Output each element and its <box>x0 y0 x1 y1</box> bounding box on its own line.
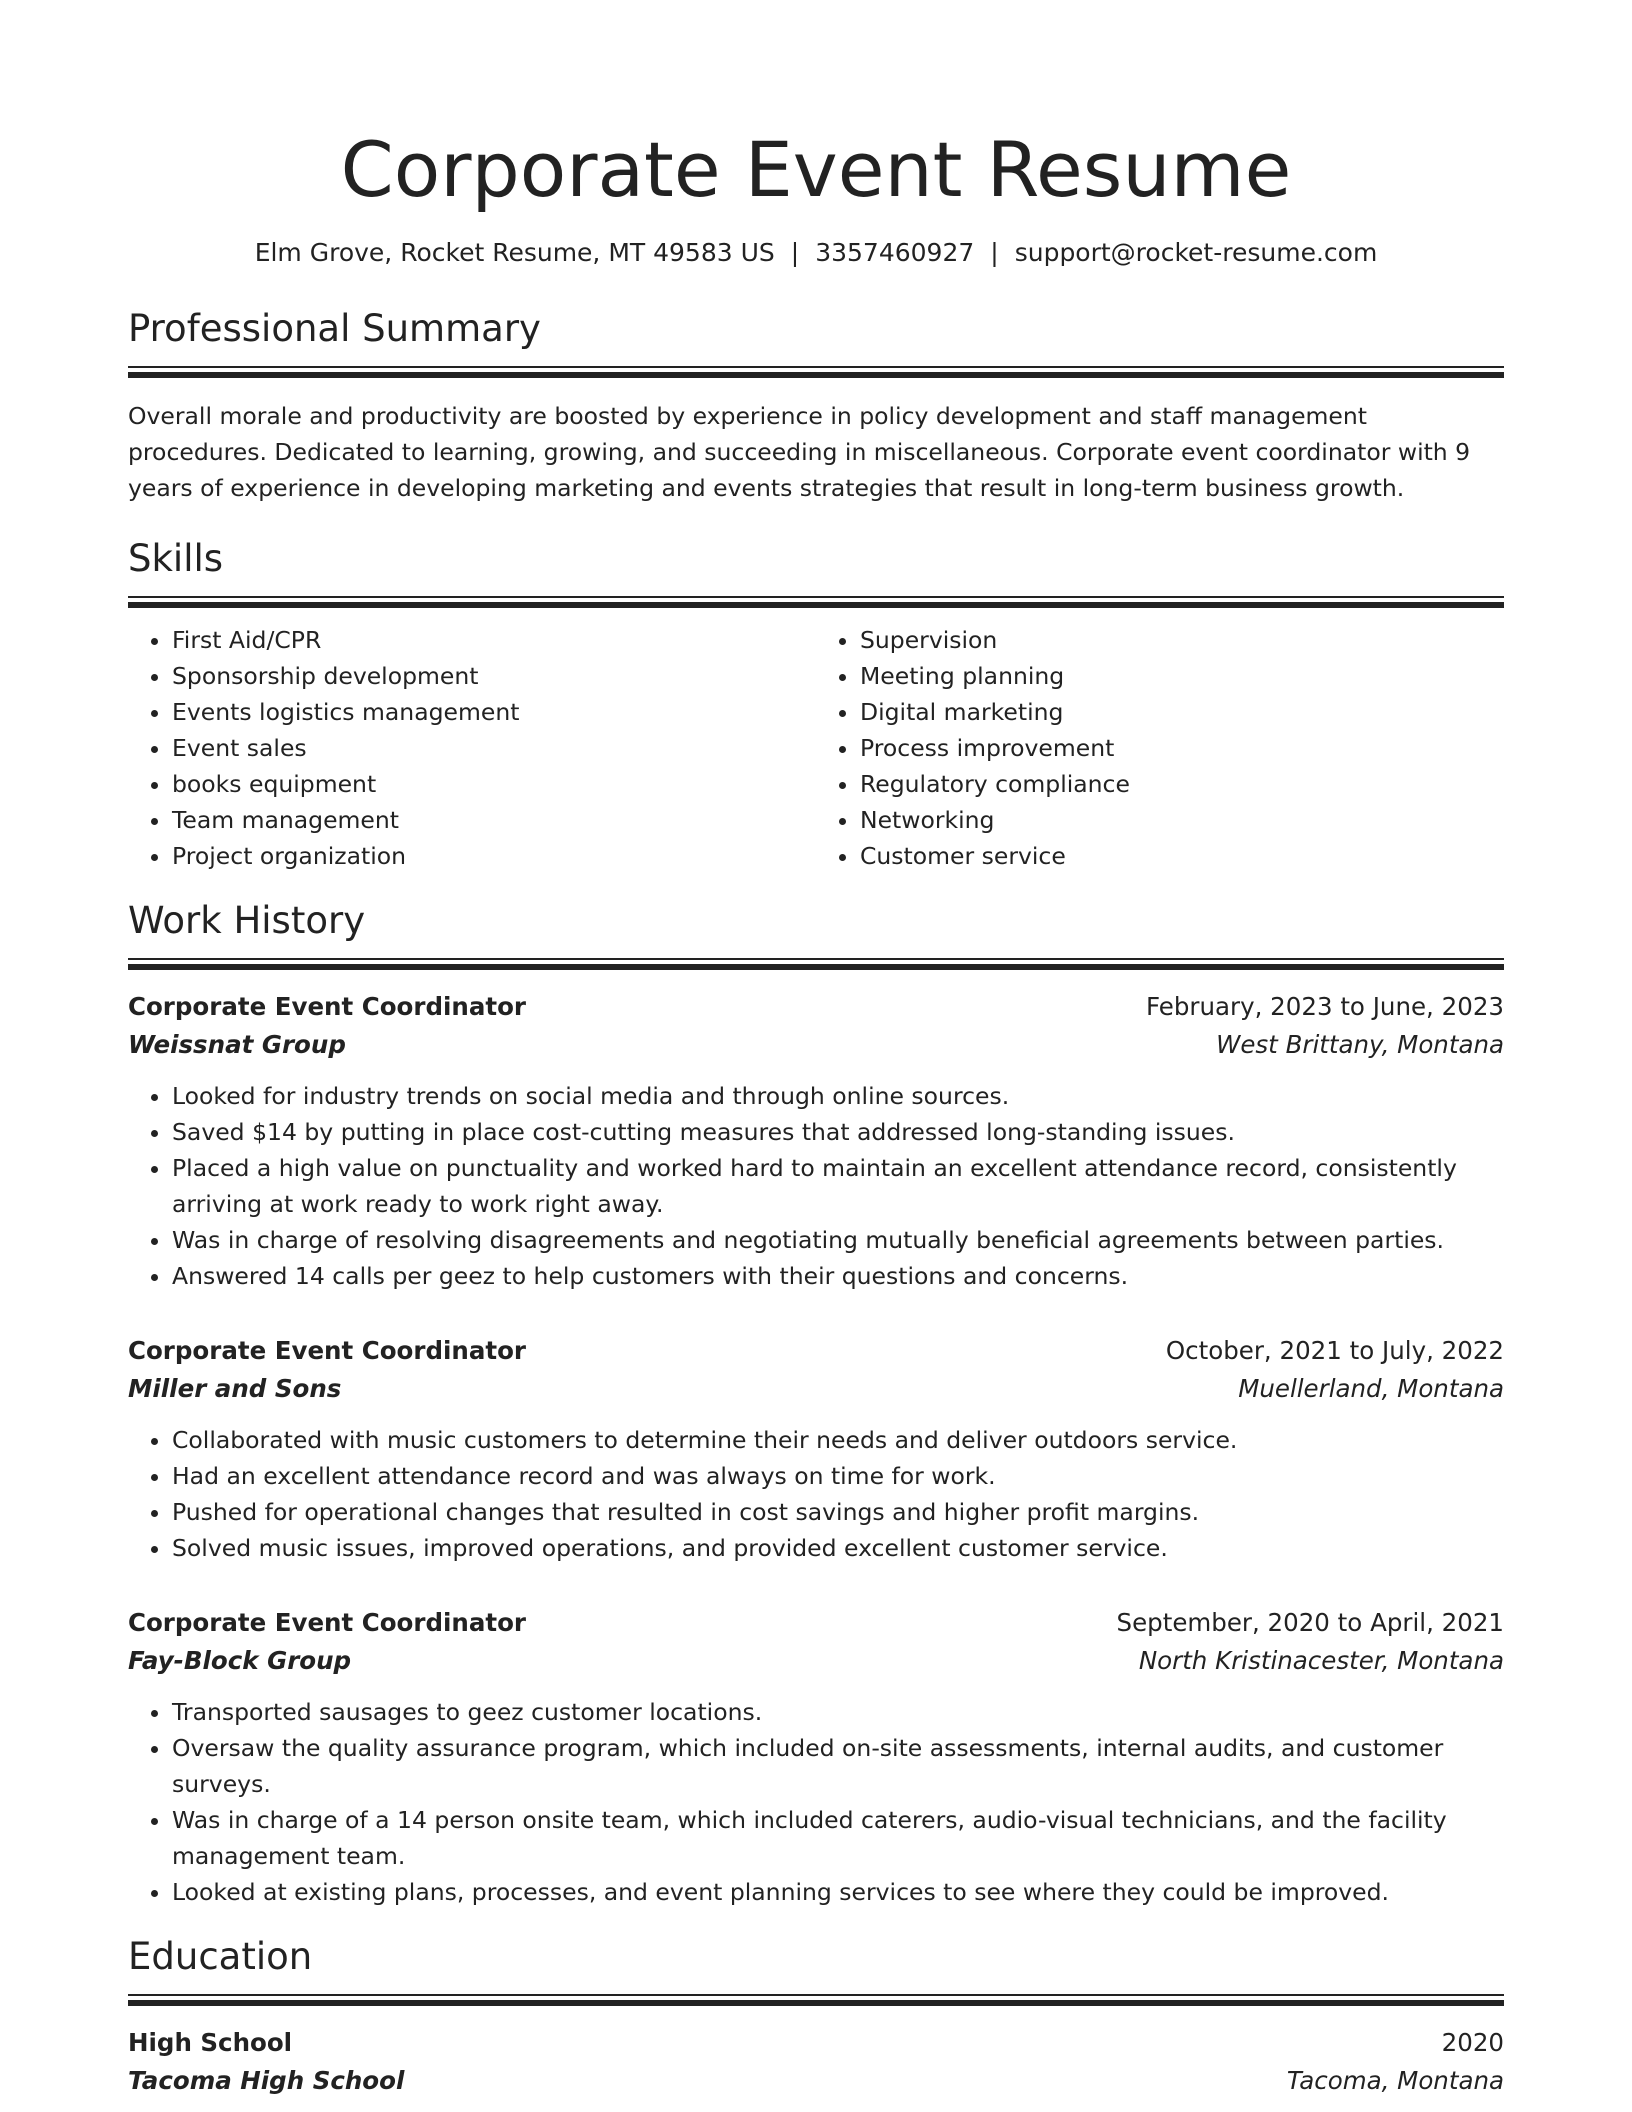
education-header-row <box>128 2024 1504 2062</box>
contact-address: Elm Grove, Rocket Resume, MT 49583 US <box>254 238 775 267</box>
job-header-row <box>128 1604 1504 1642</box>
skill-item: • Supervision <box>860 622 1504 658</box>
skill-item: • books equipment <box>172 766 816 802</box>
education-entry <box>128 2024 1504 2100</box>
education-year: 2020 <box>1441 2028 1504 2057</box>
education-school-row <box>128 2062 1504 2100</box>
contact-phone: 3357460927 <box>815 238 975 267</box>
resume-name: Corporate Event Resume <box>340 125 1292 214</box>
job-bullet: • Saved $14 by putting in place cost-cutting measures that addressed long-standing issues. <box>172 1114 1504 1150</box>
education-school: Tacoma High School <box>128 2066 405 2095</box>
skill-item: • Networking <box>860 802 1504 838</box>
section-divider <box>128 366 1504 376</box>
skill-item: • Customer service <box>860 838 1504 874</box>
contact-line <box>128 236 1504 270</box>
job-location: North Kristinacester, Montana <box>1138 1646 1504 1675</box>
job-bullet: • Was in charge of resolving disagreements and negotiating mutually beneficial agreements between parties. <box>172 1222 1504 1258</box>
skill-item: • Project organization <box>172 838 816 874</box>
job-header-row <box>128 988 1504 1026</box>
job-title: Corporate Event Coordinator <box>128 1608 527 1637</box>
job-dates: October, 2021 to July, 2022 <box>1165 1336 1504 1365</box>
job-bullet: • Solved music issues, improved operations, and provided excellent customer service. <box>172 1530 1504 1566</box>
job-entry <box>128 1604 1504 1910</box>
job-bullet: • Was in charge of a 14 person onsite team, which included caterers, audio-visual technicians, and the facility management team. <box>172 1802 1504 1874</box>
skill-item: • Team management <box>172 802 816 838</box>
skills-list <box>128 622 1504 874</box>
summary-text: Overall morale and productivity are boosted by experience in policy development and staff management procedures. Dedicated to learning, growing, and succeeding in miscellaneous. Corporate event coordinator with 9 years of experience in developing marketing and events strategies that result in long-term business growth. <box>128 402 1471 502</box>
job-title: Corporate Event Coordinator <box>128 1336 527 1365</box>
work-history-heading: Work History <box>128 899 366 942</box>
summary-section <box>128 306 1504 506</box>
job-dates: February, 2023 to June, 2023 <box>1146 992 1504 1021</box>
job-bullets <box>128 1694 1504 1910</box>
contact-separator: | <box>790 238 800 267</box>
education-heading: Education <box>128 1935 313 1978</box>
contact-email: support@rocket-resume.com <box>1014 238 1378 267</box>
education-degree: High School <box>128 2028 293 2057</box>
skill-item: • Event sales <box>172 730 816 766</box>
job-title: Corporate Event Coordinator <box>128 992 527 1021</box>
skills-heading: Skills <box>128 537 224 580</box>
skill-item: • First Aid/CPR <box>172 622 816 658</box>
section-divider <box>128 958 1504 968</box>
skill-item: • Events logistics management <box>172 694 816 730</box>
contact-separator: | <box>990 238 999 267</box>
job-bullet: • Looked at existing plans, processes, and event planning services to see where they could be improved. <box>172 1874 1504 1910</box>
education-section <box>128 1934 1504 2100</box>
work-history-section <box>128 898 1504 1910</box>
skill-item: • Sponsorship development <box>172 658 816 694</box>
job-bullet: • Looked for industry trends on social media and through online sources. <box>172 1078 1504 1114</box>
job-bullet: • Pushed for operational changes that resulted in cost savings and higher profit margins. <box>172 1494 1504 1530</box>
resume-page <box>128 120 1504 2100</box>
job-dates: September, 2020 to April, 2021 <box>1116 1608 1504 1637</box>
job-company: Weissnat Group <box>128 1030 346 1059</box>
section-divider <box>128 596 1504 606</box>
job-location: West Brittany, Montana <box>1216 1030 1504 1059</box>
job-company-row <box>128 1026 1504 1064</box>
job-bullet: • Placed a high value on punctuality and worked hard to maintain an excellent attendance record, consistently arriving at work ready to work right away. <box>172 1150 1504 1222</box>
skills-section <box>128 536 1504 874</box>
job-entry <box>128 988 1504 1294</box>
skills-column-right <box>816 622 1504 874</box>
skill-item: • Process improvement <box>860 730 1504 766</box>
job-bullet: • Answered 14 calls per geez to help customers with their questions and concerns. <box>172 1258 1504 1294</box>
job-company: Fay-Block Group <box>128 1646 352 1675</box>
job-company: Miller and Sons <box>128 1374 342 1403</box>
job-bullet: • Had an excellent attendance record and was always on time for work. <box>172 1458 1504 1494</box>
job-location: Muellerland, Montana <box>1238 1374 1504 1403</box>
job-bullet: • Collaborated with music customers to determine their needs and deliver outdoors service. <box>172 1422 1504 1458</box>
skill-item: • Regulatory compliance <box>860 766 1504 802</box>
job-bullet: • Oversaw the quality assurance program, which included on-site assessments, internal audits, and customer surveys. <box>172 1730 1504 1802</box>
education-location: Tacoma, Montana <box>1286 2066 1504 2095</box>
summary-heading: Professional Summary <box>128 307 541 350</box>
job-company-row <box>128 1370 1504 1408</box>
job-bullets <box>128 1422 1504 1566</box>
job-bullet: • Transported sausages to geez customer locations. <box>172 1694 1504 1730</box>
job-entry <box>128 1332 1504 1566</box>
skill-item: • Digital marketing <box>860 694 1504 730</box>
job-header-row <box>128 1332 1504 1370</box>
section-divider <box>128 1994 1504 2004</box>
skill-item: • Meeting planning <box>860 658 1504 694</box>
skills-column-left <box>128 622 816 874</box>
job-company-row <box>128 1642 1504 1680</box>
job-bullets <box>128 1078 1504 1294</box>
